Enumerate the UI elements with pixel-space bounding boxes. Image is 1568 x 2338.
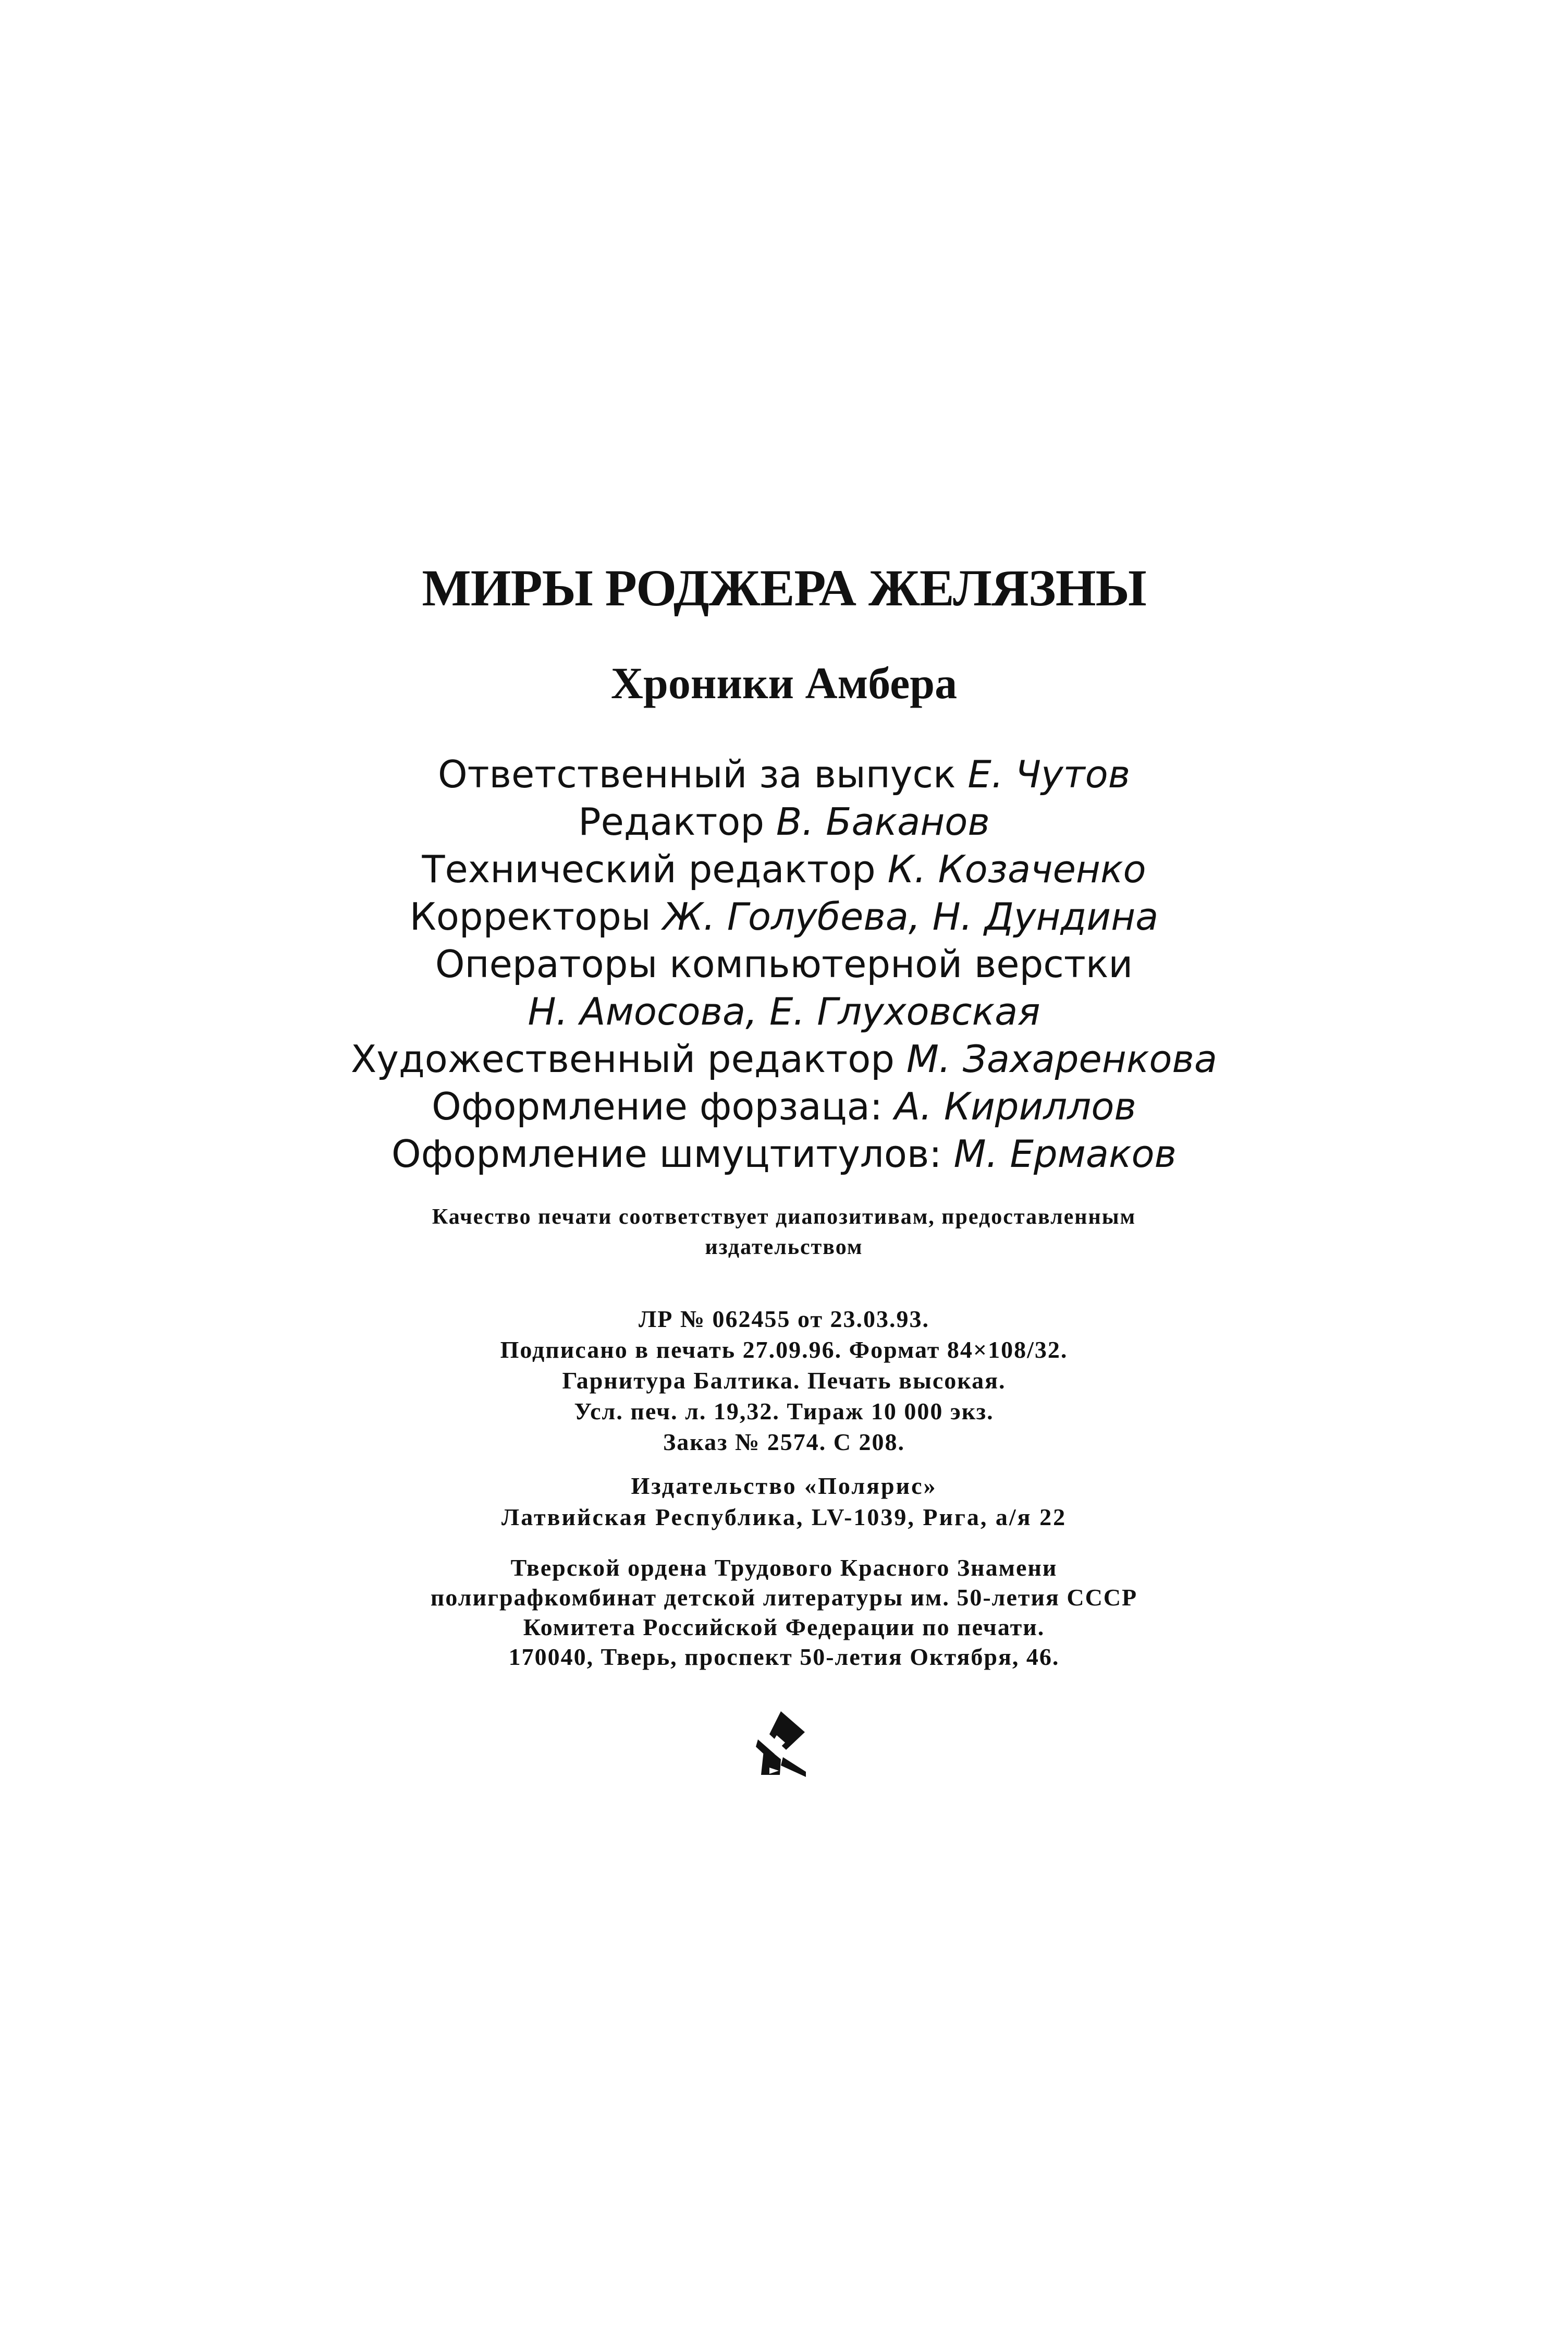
imprint-line: Заказ № 2574. С 208.: [663, 1429, 905, 1455]
publisher-line: Латвийская Республика, LV-1039, Рига, а/я 22: [501, 1504, 1067, 1530]
imprint-line: Гарнитура Балтика. Печать высокая.: [562, 1367, 1006, 1394]
credit-line: [0, 751, 1568, 798]
credit-name: М. Ермаков: [953, 1132, 1177, 1176]
series-title: МИРЫ РОДЖЕРА ЖЕЛЯЗНЫ: [422, 559, 1146, 617]
printer-line: Комитета Российской Федерации по печати.: [523, 1614, 1045, 1640]
credit-line: [0, 988, 1568, 1036]
print-quality-note: [0, 1202, 1568, 1262]
credit-role: Операторы компьютерной верстки: [435, 942, 1133, 986]
credit-name: В. Баканов: [776, 800, 990, 844]
credit-line: [0, 1083, 1568, 1130]
credit-name: Н. Амосова, Е. Глуховская: [528, 990, 1040, 1033]
credit-role: Оформление форзаца:: [432, 1085, 883, 1128]
credit-role: Технический редактор: [422, 847, 876, 891]
imprint-line: ЛР № 062455 от 23.03.93.: [638, 1306, 930, 1332]
book-subtitle: Хроники Амбера: [610, 658, 958, 708]
printer-line: Тверской ордена Трудового Красного Знамени: [510, 1554, 1058, 1581]
printer-block: [0, 1553, 1568, 1672]
publisher-line: Издательство «Полярис»: [631, 1472, 937, 1499]
credit-role: Оформление шмуцтитулов:: [391, 1132, 942, 1176]
printer-logo-icon: [754, 1709, 808, 1777]
credit-role: Ответственный за выпуск: [437, 752, 956, 796]
imprint-block: [0, 1304, 1568, 1457]
credit-name: А. Кириллов: [894, 1085, 1136, 1128]
credit-name: Ж. Голубева, Н. Дундина: [663, 895, 1159, 939]
credit-name: К. Козаченко: [887, 847, 1146, 891]
credit-line: [0, 1036, 1568, 1083]
imprint-line: Подписано в печать 27.09.96. Формат 84×108/32.: [500, 1336, 1068, 1363]
credit-role: Редактор: [578, 800, 765, 844]
credit-name: М. Захаренкова: [906, 1037, 1217, 1081]
quality-line: Качество печати соответствует диапозитивам, предоставленным: [432, 1205, 1136, 1229]
publisher-block: [0, 1470, 1568, 1533]
credit-line: [0, 798, 1568, 846]
credit-role: Корректоры: [409, 895, 651, 939]
credit-line: [0, 941, 1568, 988]
credits-block: [0, 751, 1568, 1178]
credit-line: [0, 846, 1568, 893]
quality-line: издательством: [705, 1235, 863, 1259]
printer-line: полиграфкомбинат детской литературы им. 50-летия СССР: [430, 1584, 1138, 1611]
credit-line: [0, 1130, 1568, 1178]
credit-name: Е. Чутов: [967, 752, 1131, 796]
imprint-line: Усл. печ. л. 19,32. Тираж 10 000 экз.: [574, 1398, 994, 1424]
credit-role: Художественный редактор: [351, 1037, 895, 1081]
printer-line: 170040, Тверь, проспект 50-летия Октября, 46.: [508, 1643, 1060, 1670]
credit-line: [0, 893, 1568, 941]
